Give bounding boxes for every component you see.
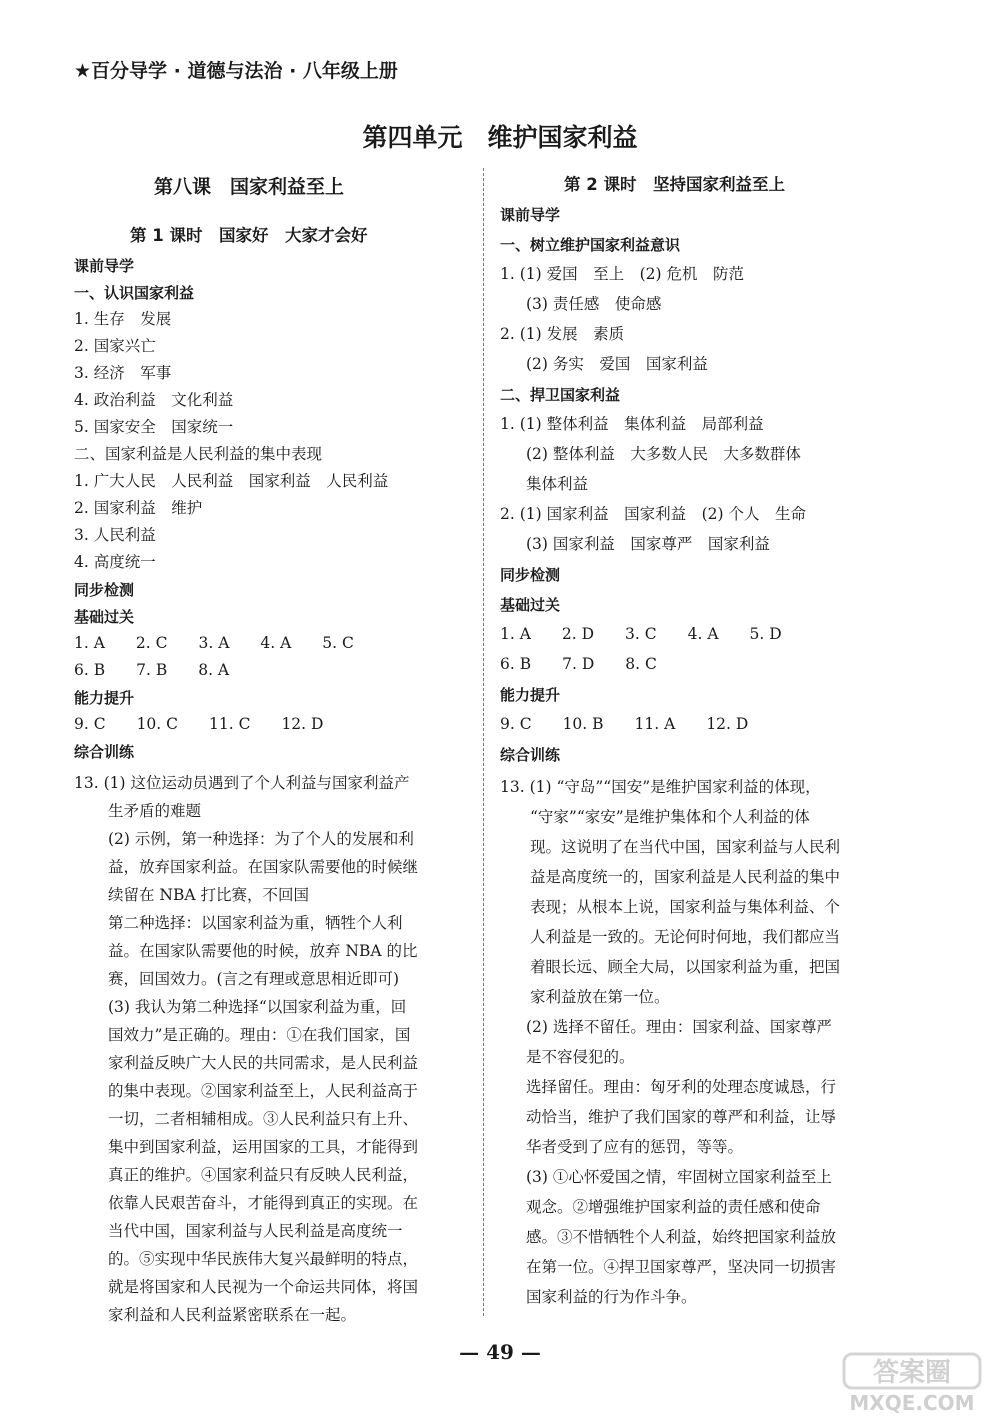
answer-line: 1. 广大人民 人民利益 国家利益 人民利益 <box>74 472 389 490</box>
section-heading: 能力提升 <box>74 689 135 707</box>
answer-line: 家利益反映广大人民的共同需求，是人民利益 <box>108 1054 419 1072</box>
section-heading: 二、捍卫国家利益 <box>500 386 621 404</box>
answer-line: 1. A 2. C 3. A 4. A 5. C <box>74 634 354 652</box>
answer-line: 9. C 10. C 11. C 12. D <box>74 715 324 733</box>
answer-line: “守家”“家安”是维护集体和个人利益的体 <box>530 808 810 826</box>
answer-line: 1. A 2. D 3. C 4. A 5. D <box>500 625 782 643</box>
section-heading: 基础过关 <box>74 608 135 626</box>
answer-line: 6. B 7. B 8. A <box>74 661 230 679</box>
watermark-icon <box>842 1352 982 1414</box>
section-heading: 综合训练 <box>74 743 135 761</box>
answer-line: 表现；从根本上说，国家利益与集体利益、个 <box>530 898 841 916</box>
answer-line: 赛，回国效力。(言之有理或意思相近即可) <box>108 970 400 988</box>
answer-line: 第二种选择：以国家利益为重，牺牲个人利 <box>108 914 403 932</box>
answer-line: 真正的维护。④国家利益只有反映人民利益， <box>108 1166 419 1184</box>
answer-line: 5. 国家安全 国家统一 <box>74 418 234 436</box>
watermark-sub: MXQE.COM <box>849 1391 975 1414</box>
section-heading: 一、树立维护国家利益意识 <box>500 236 681 254</box>
column-divider <box>483 168 484 1316</box>
answer-line: (3) 国家利益 国家尊严 国家利益 <box>526 535 770 553</box>
section-heading: 能力提升 <box>500 686 561 704</box>
answer-line: 集中到国家利益，运用国家的工具，才能得到 <box>108 1138 419 1156</box>
answer-line: 就是将国家和人民视为一个命运共同体，将国 <box>108 1278 419 1296</box>
answer-line: 13. (1) 这位运动员遇到了个人利益与国家利益产 <box>74 774 410 792</box>
section-heading: 同步检测 <box>74 581 135 599</box>
section-heading: 同步检测 <box>500 566 561 584</box>
answer-line: 3. 经济 军事 <box>74 364 172 382</box>
answer-line: 2. (1) 国家利益 国家利益 (2) 个人 生命 <box>500 505 806 523</box>
answer-line: 感。③不惜牺牲个人利益，始终把国家利益放 <box>526 1228 837 1246</box>
answer-line: 6. B 7. D 8. C <box>500 655 657 673</box>
answer-line: 1. 生存 发展 <box>74 310 172 328</box>
page-number: — 49 — <box>459 1340 541 1364</box>
period-title-1: 第 1 课时 国家好 大家才会好 <box>130 226 368 245</box>
answer-line: 生矛盾的难题 <box>108 802 202 820</box>
answer-line: (3) 责任感 使命感 <box>526 295 662 313</box>
answer-line: 4. 高度统一 <box>74 553 156 571</box>
lesson-title: 第八课 国家利益至上 <box>154 176 345 198</box>
answer-line: 续留在 NBA 打比赛，不回国 <box>108 886 310 904</box>
answer-line: 1. (1) 整体利益 集体利益 局部利益 <box>500 415 764 433</box>
answer-line: 家利益放在第一位。 <box>530 988 670 1006</box>
answer-line: 的集中表现。②国家利益至上，人民利益高于 <box>108 1082 419 1100</box>
period-title-2: 第 2 课时 坚持国家利益至上 <box>564 175 785 194</box>
answer-line: 动恰当，维护了我们国家的尊严和利益，让辱 <box>526 1108 837 1126</box>
answer-line: (2) 示例，第一种选择：为了个人的发展和利 <box>108 830 414 848</box>
answer-line: 当代中国，国家利益与人民利益是高度统一 <box>108 1222 403 1240</box>
answer-line: 是不容侵犯的。 <box>526 1048 635 1066</box>
answer-line: 国效力”是正确的。理由：①在我们国家，国 <box>108 1026 411 1044</box>
answer-line: 益是高度统一的，国家利益是人民利益的集中 <box>530 868 841 886</box>
answer-line: 的。⑤实现中华民族伟大复兴最鲜明的特点， <box>108 1250 419 1268</box>
answer-line: 3. 人民利益 <box>74 526 156 544</box>
answer-line: 现。这说明了在当代中国，国家利益与人民利 <box>530 838 841 856</box>
answer-line: (2) 务实 爱国 国家利益 <box>526 355 708 373</box>
answer-line: 依靠人民艰苦奋斗，才能得到真正的实现。在 <box>108 1194 419 1212</box>
section-heading: 课前导学 <box>74 257 135 275</box>
answer-line: 2. 国家兴亡 <box>74 337 156 355</box>
answer-line: 人利益是一致的。无论何时何地，我们都应当 <box>530 928 841 946</box>
section-heading: 基础过关 <box>500 596 561 614</box>
answer-line: 国家利益的行为作斗争。 <box>526 1288 697 1306</box>
answer-line: 13. (1) “守岛”“国安”是维护国家利益的体现， <box>500 778 821 796</box>
answer-line: 华者受到了应有的惩罚，等等。 <box>526 1138 744 1156</box>
answer-line: 二、国家利益是人民利益的集中表现 <box>74 445 323 463</box>
answer-line: 1. (1) 爱国 至上 (2) 危机 防范 <box>500 265 744 283</box>
watermark-logo <box>842 1352 982 1418</box>
answer-line: 家利益和人民利益紧密联系在一起。 <box>108 1306 357 1324</box>
answer-line: (3) 我认为第二种选择“以国家利益为重，回 <box>108 998 407 1016</box>
unit-title: 第四单元 维护国家利益 <box>362 123 638 152</box>
answer-line: 益。在国家队需要他的时候，放弃 NBA 的比 <box>108 942 418 960</box>
answer-line: 一切，二者相辅相成。③人民利益只有上升、 <box>108 1110 419 1128</box>
answer-line: 在第一位。④捍卫国家尊严，坚决同一切损害 <box>526 1258 837 1276</box>
section-heading: 综合训练 <box>500 746 561 764</box>
answer-line: 观念。②增强维护国家利益的责任感和使命 <box>526 1198 821 1216</box>
answer-line: (2) 整体利益 大多数人民 大多数群体 <box>526 445 801 463</box>
watermark-main: 答案圈 <box>872 1358 952 1388</box>
answer-line: (3) ①心怀爱国之情，牢固树立国家利益至上 <box>526 1168 832 1186</box>
answer-line: 9. C 10. B 11. A 12. D <box>500 715 749 733</box>
book-header: ★百分导学 · 道德与法治 · 八年级上册 <box>74 60 398 82</box>
section-heading: 课前导学 <box>500 206 561 224</box>
answer-line: 选择留任。理由：匈牙利的处理态度诚恳，行 <box>526 1078 837 1096</box>
answer-line: 4. 政治利益 文化利益 <box>74 391 234 409</box>
answer-line: 着眼长远、顾全大局，以国家利益为重，把国 <box>530 958 841 976</box>
section-heading: 一、认识国家利益 <box>74 284 195 302</box>
answer-line: 2. 国家利益 维护 <box>74 499 203 517</box>
answer-line: 2. (1) 发展 素质 <box>500 325 625 343</box>
answer-line: 集体利益 <box>526 475 589 493</box>
answer-line: (2) 选择不留任。理由：国家利益、国家尊严 <box>526 1018 832 1036</box>
answer-line: 益，放弃国家利益。在国家队需要他的时候继 <box>108 858 419 876</box>
